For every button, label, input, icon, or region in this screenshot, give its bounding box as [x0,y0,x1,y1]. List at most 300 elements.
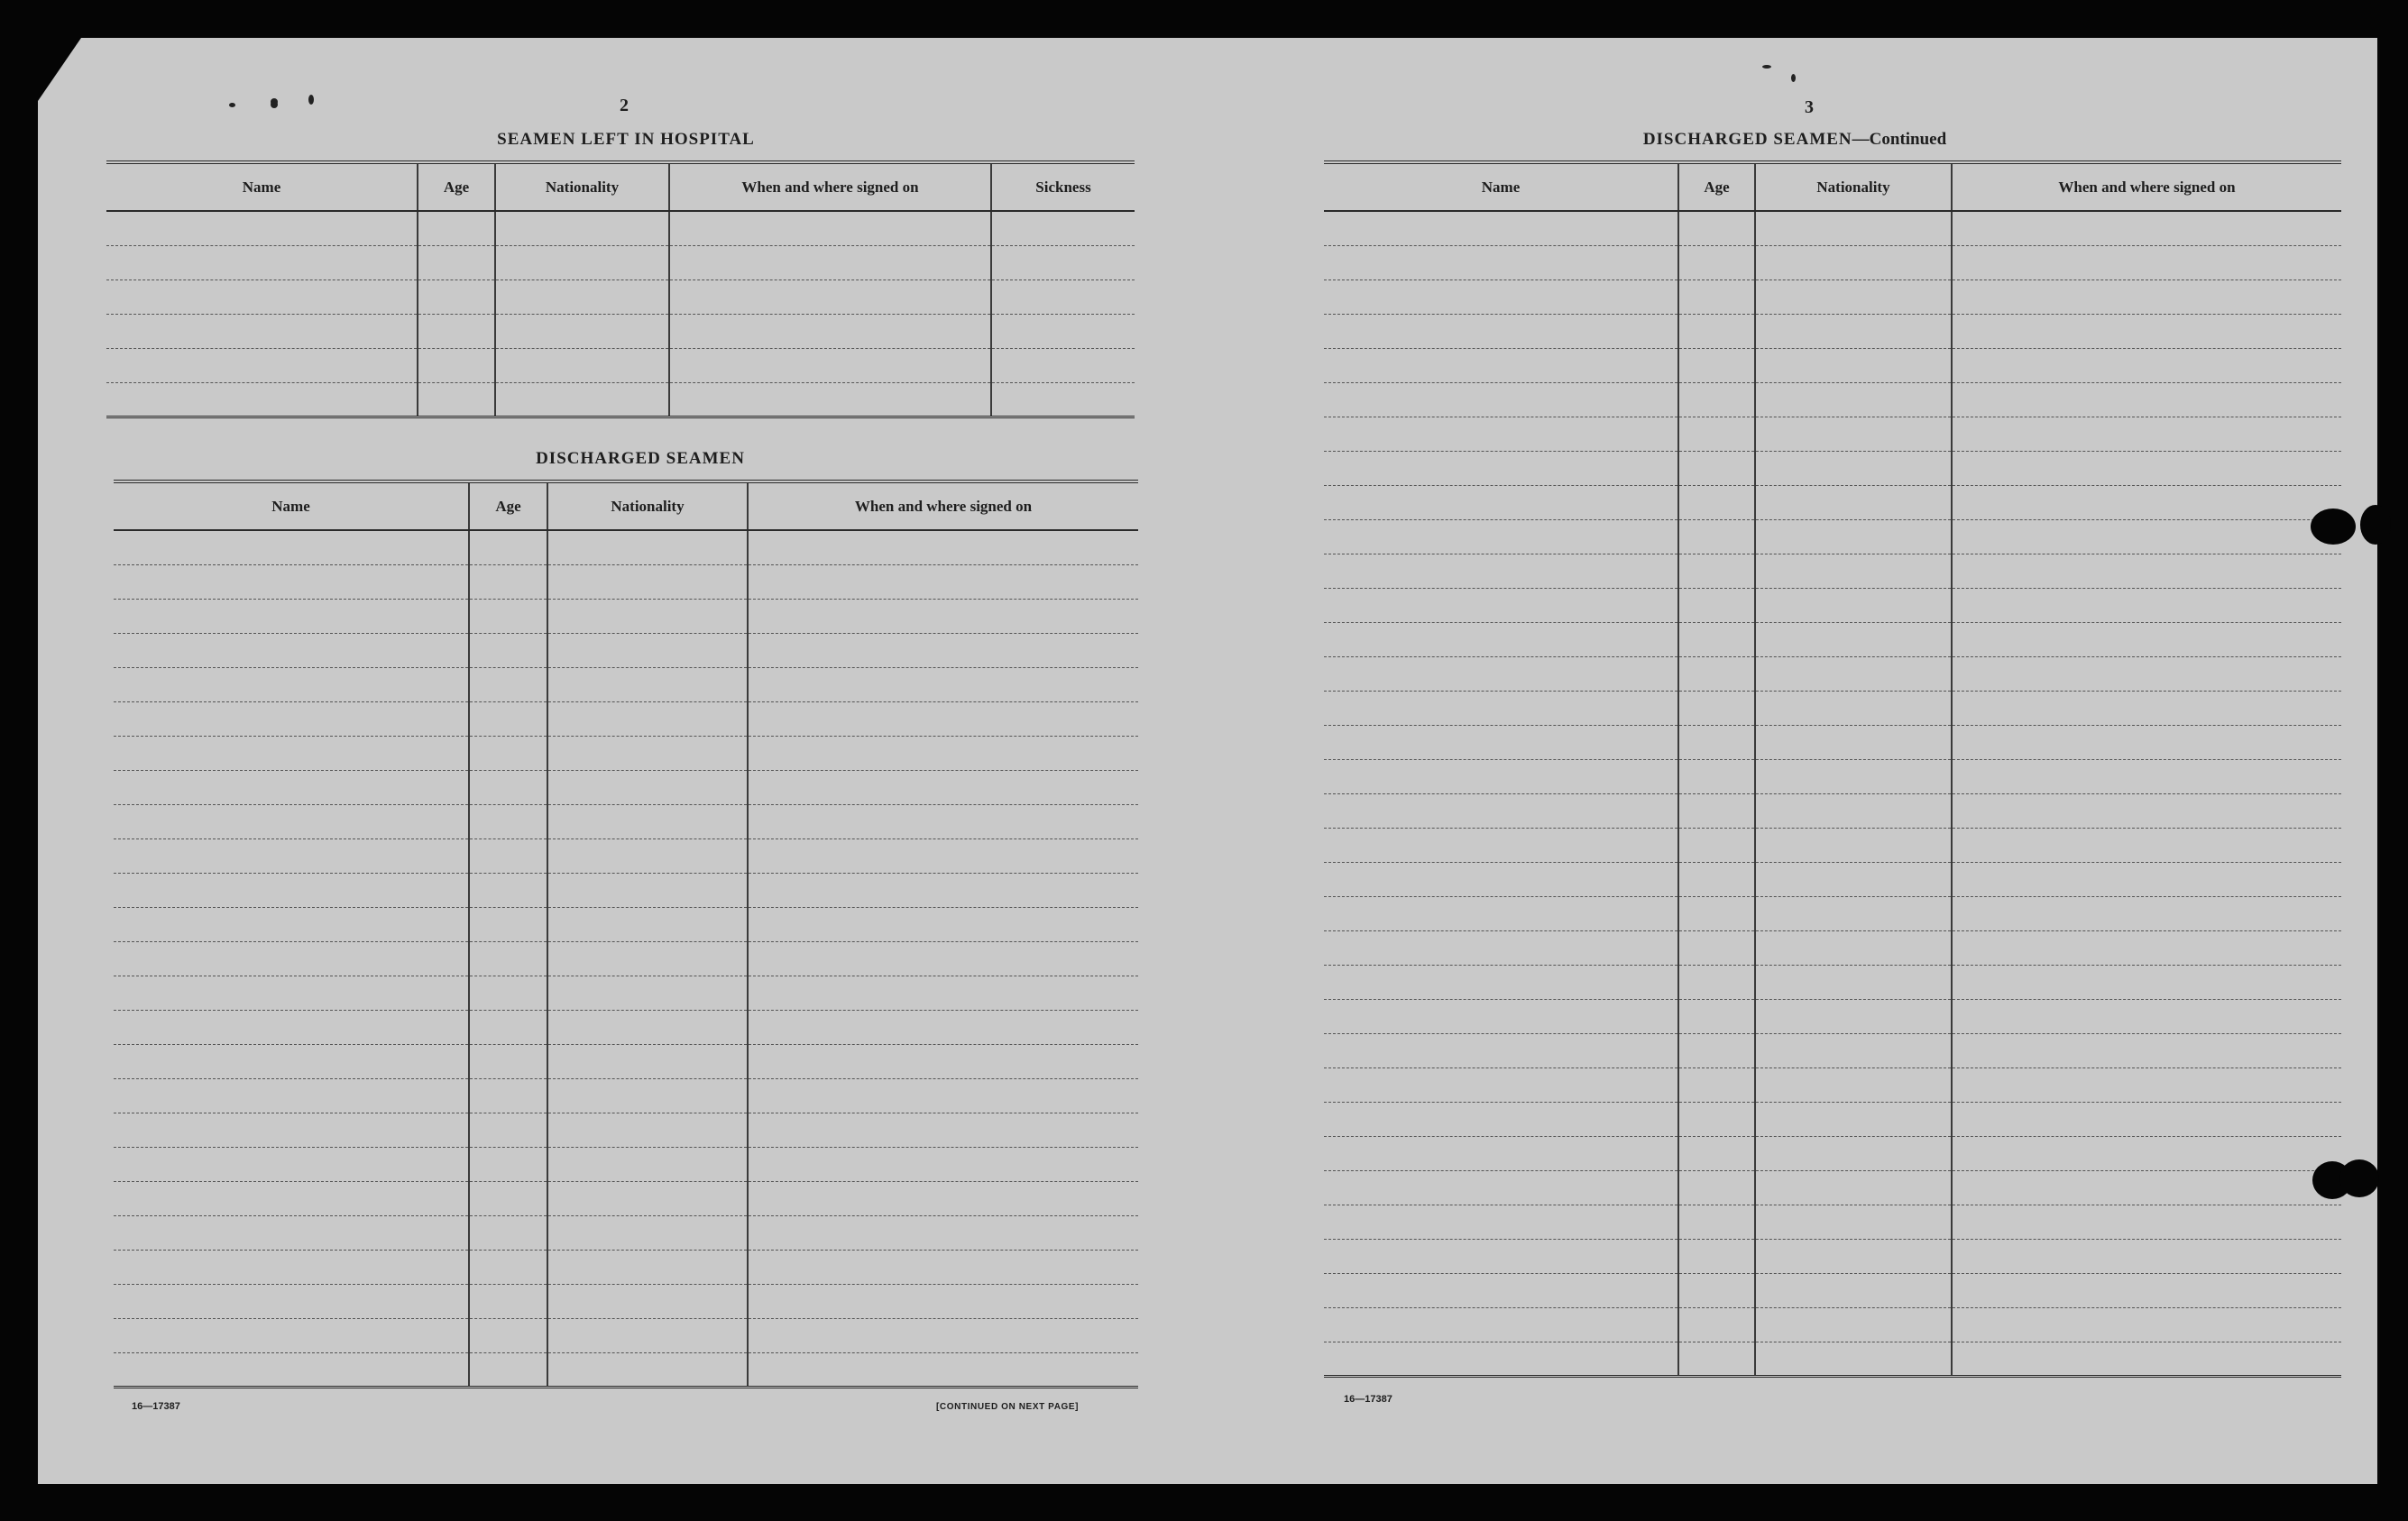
blank-entry-cell [748,701,1138,736]
blank-entry-cell [547,736,748,770]
blank-entry-cell [114,1250,469,1284]
blank-entry-cell [1324,314,1678,348]
table-row [114,701,1138,736]
table-header-row [1324,162,2341,211]
table-row [1324,279,2341,314]
blank-entry-cell [1952,930,2341,965]
blank-entry-cell [547,1250,748,1284]
blank-entry-cell [495,382,669,417]
table-row [1324,1239,2341,1273]
blank-entry-cell [1678,519,1755,554]
blank-entry-cell [469,1147,547,1181]
table-row [1324,1342,2341,1376]
blank-entry-cell [1755,828,1952,862]
blank-entry-cell [1755,862,1952,896]
blank-entry-cell [1755,279,1952,314]
blank-entry-cell [1678,1033,1755,1067]
blank-entry-cell [114,804,469,838]
blank-entry-cell [991,279,1135,314]
column-header-age: Age [469,481,547,530]
blank-entry-cell [991,211,1135,245]
blank-entry-cell [1678,1239,1755,1273]
blank-entry-cell [1755,965,1952,999]
blank-entry-cell [1952,1033,2341,1067]
blank-entry-cell [114,770,469,804]
blank-entry-cell [1678,1067,1755,1102]
blank-entry-cell [1952,896,2341,930]
discharged-seamen-table [114,480,1138,1388]
table-row [1324,1170,2341,1205]
table-row [1324,1273,2341,1307]
blank-entry-cell [1324,279,1678,314]
blank-entry-cell [1324,793,1678,828]
blank-entry-cell [1324,588,1678,622]
page-number-left: 2 [620,96,629,115]
column-header-name: Name [106,162,418,211]
table-row [114,667,1138,701]
blank-entry-cell [106,314,418,348]
blank-entry-cell [547,941,748,976]
blank-entry-cell [1755,622,1952,656]
blank-entry-cell [1678,1136,1755,1170]
blank-entry-cell [469,1078,547,1113]
blank-entry-cell [495,245,669,279]
blank-entry-cell [1755,793,1952,828]
table-row [1324,485,2341,519]
blank-entry-cell [1324,211,1678,245]
blank-entry-cell [1952,1239,2341,1273]
blank-entry-cell [748,1078,1138,1113]
blank-entry-cell [114,667,469,701]
blank-entry-cell [469,530,547,564]
blank-entry-cell [1678,999,1755,1033]
blank-entry-cell [114,941,469,976]
table-row [1324,725,2341,759]
blank-entry-cell [106,348,418,382]
right-page [1210,38,2377,1484]
blank-entry-cell [114,701,469,736]
blank-entry-cell [495,314,669,348]
blank-entry-cell [1952,759,2341,793]
blank-entry-cell [469,1318,547,1352]
blank-entry-cell [1678,588,1755,622]
blank-entry-cell [547,1352,748,1387]
blank-entry-cell [418,245,495,279]
blank-entry-cell [547,838,748,873]
blank-entry-cell [748,1181,1138,1215]
blank-entry-cell [1324,862,1678,896]
column-header-signed-on: When and where signed on [1952,162,2341,211]
table-row [1324,417,2341,451]
blank-entry-cell [1952,348,2341,382]
blank-entry-cell [748,564,1138,599]
blank-entry-cell [1324,930,1678,965]
blank-entry-cell [991,382,1135,417]
blank-entry-cell [547,1147,748,1181]
blank-entry-cell [1755,314,1952,348]
blank-entry-cell [748,941,1138,976]
table-row [114,1181,1138,1215]
blank-entry-cell [469,1250,547,1284]
blank-entry-cell [114,530,469,564]
blank-entry-cell [748,1147,1138,1181]
blank-entry-cell [1324,1205,1678,1239]
seamen-left-in-hospital-table [106,160,1135,418]
table-row [114,1215,1138,1250]
table-row [114,1250,1138,1284]
blank-entry-cell [114,1284,469,1318]
blank-entry-cell [469,1113,547,1147]
blank-entry-cell [469,633,547,667]
blank-entry-cell [1952,1273,2341,1307]
table-row [1324,1067,2341,1102]
blank-entry-cell [547,1044,748,1078]
blank-entry-cell [1678,656,1755,691]
blank-entry-cell [1324,965,1678,999]
blank-entry-cell [669,348,991,382]
blank-entry-cell [547,1113,748,1147]
blank-entry-cell [669,279,991,314]
table-row [1324,554,2341,588]
column-header-age: Age [418,162,495,211]
column-header-sickness: Sickness [991,162,1135,211]
blank-entry-cell [469,838,547,873]
blank-entry-cell [1755,1342,1952,1376]
table-row [106,245,1135,279]
blank-entry-cell [547,770,748,804]
table-row [114,941,1138,976]
table-row [1324,896,2341,930]
blank-entry-cell [1755,999,1952,1033]
folded-corner [38,38,81,101]
blank-entry-cell [1952,451,2341,485]
blank-entry-cell [469,976,547,1010]
blank-entry-cell [547,701,748,736]
blank-entry-cell [1755,588,1952,622]
blank-entry-cell [748,1044,1138,1078]
blank-entry-cell [1755,1307,1952,1342]
blank-entry-cell [1755,1102,1952,1136]
blank-entry-cell [114,1318,469,1352]
blank-entry-cell [547,530,748,564]
table-row [114,530,1138,564]
blank-entry-cell [1678,759,1755,793]
column-header-nationality: Nationality [547,481,748,530]
blank-entry-cell [1952,382,2341,417]
blank-entry-cell [748,599,1138,633]
blank-entry-cell [1324,725,1678,759]
blank-entry-cell [469,804,547,838]
blank-entry-cell [1952,622,2341,656]
form-number-right: 16—17387 [1344,1394,1392,1405]
table-header-row [114,481,1138,530]
blank-entry-cell [1952,485,2341,519]
blank-entry-cell [748,633,1138,667]
blank-entry-cell [1755,725,1952,759]
blank-entry-cell [114,1010,469,1044]
blank-entry-cell [1678,1342,1755,1376]
table-row [1324,348,2341,382]
blank-entry-cell [1678,725,1755,759]
table-row [106,314,1135,348]
blank-entry-cell [1324,245,1678,279]
blank-entry-cell [1324,691,1678,725]
table-row [1324,588,2341,622]
blank-entry-cell [1678,691,1755,725]
blank-entry-cell [1755,1067,1952,1102]
blank-entry-cell [469,667,547,701]
blank-entry-cell [1324,348,1678,382]
blank-entry-cell [547,599,748,633]
blank-entry-cell [1952,211,2341,245]
blank-entry-cell [1678,965,1755,999]
blank-entry-cell [1678,828,1755,862]
blank-entry-cell [1952,828,2341,862]
blank-entry-cell [469,1044,547,1078]
blank-entry-cell [748,1215,1138,1250]
blank-entry-cell [1952,1102,2341,1136]
blank-entry-cell [469,701,547,736]
blank-entry-cell [547,1215,748,1250]
hospital-section-title: SEAMEN LEFT IN HOSPITAL [497,130,755,149]
scanned-form-spread [38,38,2377,1484]
blank-entry-cell [1678,451,1755,485]
blank-entry-cell [1324,896,1678,930]
left-page [38,38,1210,1484]
table-row [114,838,1138,873]
blank-entry-cell [1678,279,1755,314]
blank-entry-cell [1952,554,2341,588]
table-row [114,873,1138,907]
blank-entry-cell [1952,725,2341,759]
table-row [1324,965,2341,999]
table-row [1324,1102,2341,1136]
blank-entry-cell [1678,622,1755,656]
blank-entry-cell [1952,417,2341,451]
blank-entry-cell [1324,1136,1678,1170]
blank-entry-cell [1952,1342,2341,1376]
discharged-seamen-continued-table [1324,160,2341,1378]
table-row [1324,622,2341,656]
blank-entry-cell [1324,1102,1678,1136]
blank-entry-cell [1324,828,1678,862]
blank-entry-cell [418,314,495,348]
table-row [1324,451,2341,485]
table-row [114,1284,1138,1318]
blank-entry-cell [1755,382,1952,417]
blank-entry-cell [1755,554,1952,588]
blank-entry-cell [991,245,1135,279]
blank-entry-cell [1755,1205,1952,1239]
blank-entry-cell [1952,793,2341,828]
blank-entry-cell [114,873,469,907]
blank-entry-cell [469,599,547,633]
blank-entry-cell [1952,1170,2341,1205]
column-header-nationality: Nationality [495,162,669,211]
table-row [1324,759,2341,793]
blank-entry-cell [547,1078,748,1113]
table-row [106,348,1135,382]
blank-entry-cell [1755,691,1952,725]
blank-entry-cell [1678,1307,1755,1342]
blank-entry-cell [1952,1205,2341,1239]
blank-entry-cell [1324,382,1678,417]
punch-hole [2311,509,2356,545]
blank-entry-cell [547,907,748,941]
blank-entry-cell [1952,965,2341,999]
blank-entry-cell [1324,1307,1678,1342]
column-header-name: Name [1324,162,1678,211]
blank-entry-cell [469,941,547,976]
blank-entry-cell [1755,656,1952,691]
table-row [114,770,1138,804]
ink-speck [271,98,278,105]
column-header-age: Age [1678,162,1755,211]
blank-entry-cell [1755,245,1952,279]
blank-entry-cell [114,838,469,873]
blank-entry-cell [991,314,1135,348]
table-row [1324,930,2341,965]
blank-entry-cell [547,804,748,838]
blank-entry-cell [1755,930,1952,965]
blank-entry-cell [114,1352,469,1387]
column-header-signed-on: When and where signed on [669,162,991,211]
table-row [1324,211,2341,245]
table-row [106,382,1135,417]
blank-entry-cell [1952,1136,2341,1170]
table-row [1324,691,2341,725]
blank-entry-cell [1755,759,1952,793]
table-row [1324,656,2341,691]
blank-entry-cell [114,1044,469,1078]
continued-on-next-page-note: [CONTINUED ON NEXT PAGE] [936,1402,1080,1412]
blank-entry-cell [748,667,1138,701]
table-row [1324,1033,2341,1067]
blank-entry-cell [1678,348,1755,382]
punch-hole [2339,1159,2379,1197]
blank-entry-cell [1324,759,1678,793]
blank-entry-cell [469,907,547,941]
ink-speck [229,103,235,107]
blank-entry-cell [1755,211,1952,245]
blank-entry-cell [547,1284,748,1318]
table-row [114,907,1138,941]
blank-entry-cell [1324,622,1678,656]
blank-entry-cell [669,245,991,279]
blank-entry-cell [1678,896,1755,930]
table-row [1324,519,2341,554]
blank-entry-cell [1678,1102,1755,1136]
blank-entry-cell [1324,999,1678,1033]
blank-entry-cell [1952,999,2341,1033]
table-row [1324,999,2341,1033]
blank-entry-cell [469,1352,547,1387]
blank-entry-cell [1952,1307,2341,1342]
table-row [114,1352,1138,1387]
blank-entry-cell [1324,1033,1678,1067]
blank-entry-cell [1678,245,1755,279]
blank-entry-cell [1678,793,1755,828]
blank-entry-cell [748,530,1138,564]
blank-entry-cell [991,348,1135,382]
blank-entry-cell [418,348,495,382]
page-number-right: 3 [1805,97,1814,117]
blank-entry-cell [748,873,1138,907]
blank-entry-cell [547,873,748,907]
table-row [114,1078,1138,1113]
table-row [1324,382,2341,417]
table-row [114,633,1138,667]
blank-entry-cell [748,804,1138,838]
blank-entry-cell [1324,451,1678,485]
table-row [1324,793,2341,828]
table-row [114,1113,1138,1147]
blank-entry-cell [1952,691,2341,725]
discharged-section-title: DISCHARGED SEAMEN [536,449,745,468]
blank-entry-cell [1324,485,1678,519]
table-row [114,1318,1138,1352]
blank-entry-cell [748,907,1138,941]
blank-entry-cell [748,736,1138,770]
blank-entry-cell [114,1078,469,1113]
blank-entry-cell [1678,930,1755,965]
blank-entry-cell [547,1010,748,1044]
table-row [114,1010,1138,1044]
blank-entry-cell [1952,245,2341,279]
blank-entry-cell [106,245,418,279]
blank-entry-cell [669,211,991,245]
table-row [1324,1205,2341,1239]
table-row [114,599,1138,633]
blank-entry-cell [106,279,418,314]
blank-entry-cell [1755,1170,1952,1205]
blank-entry-cell [748,976,1138,1010]
blank-entry-cell [547,1318,748,1352]
blank-entry-cell [547,1181,748,1215]
table-row [114,564,1138,599]
blank-entry-cell [1678,554,1755,588]
blank-entry-cell [114,633,469,667]
blank-entry-cell [1678,211,1755,245]
blank-entry-cell [114,907,469,941]
blank-entry-cell [495,279,669,314]
table-row [1324,245,2341,279]
blank-entry-cell [1678,314,1755,348]
blank-entry-cell [1755,1273,1952,1307]
blank-entry-cell [114,1147,469,1181]
blank-entry-cell [114,736,469,770]
blank-entry-cell [114,1215,469,1250]
blank-entry-cell [1755,1239,1952,1273]
table-row [1324,1307,2341,1342]
table-row [1324,1136,2341,1170]
blank-entry-cell [469,770,547,804]
blank-entry-cell [1755,485,1952,519]
ink-speck [308,95,314,105]
blank-entry-cell [1678,382,1755,417]
blank-entry-cell [114,1181,469,1215]
blank-entry-cell [469,1215,547,1250]
blank-entry-cell [748,770,1138,804]
blank-entry-cell [469,873,547,907]
blank-entry-cell [469,1284,547,1318]
blank-entry-cell [1952,314,2341,348]
table-row [106,211,1135,245]
blank-entry-cell [469,1181,547,1215]
blank-entry-cell [1755,348,1952,382]
blank-entry-cell [547,976,748,1010]
blank-entry-cell [748,1352,1138,1387]
